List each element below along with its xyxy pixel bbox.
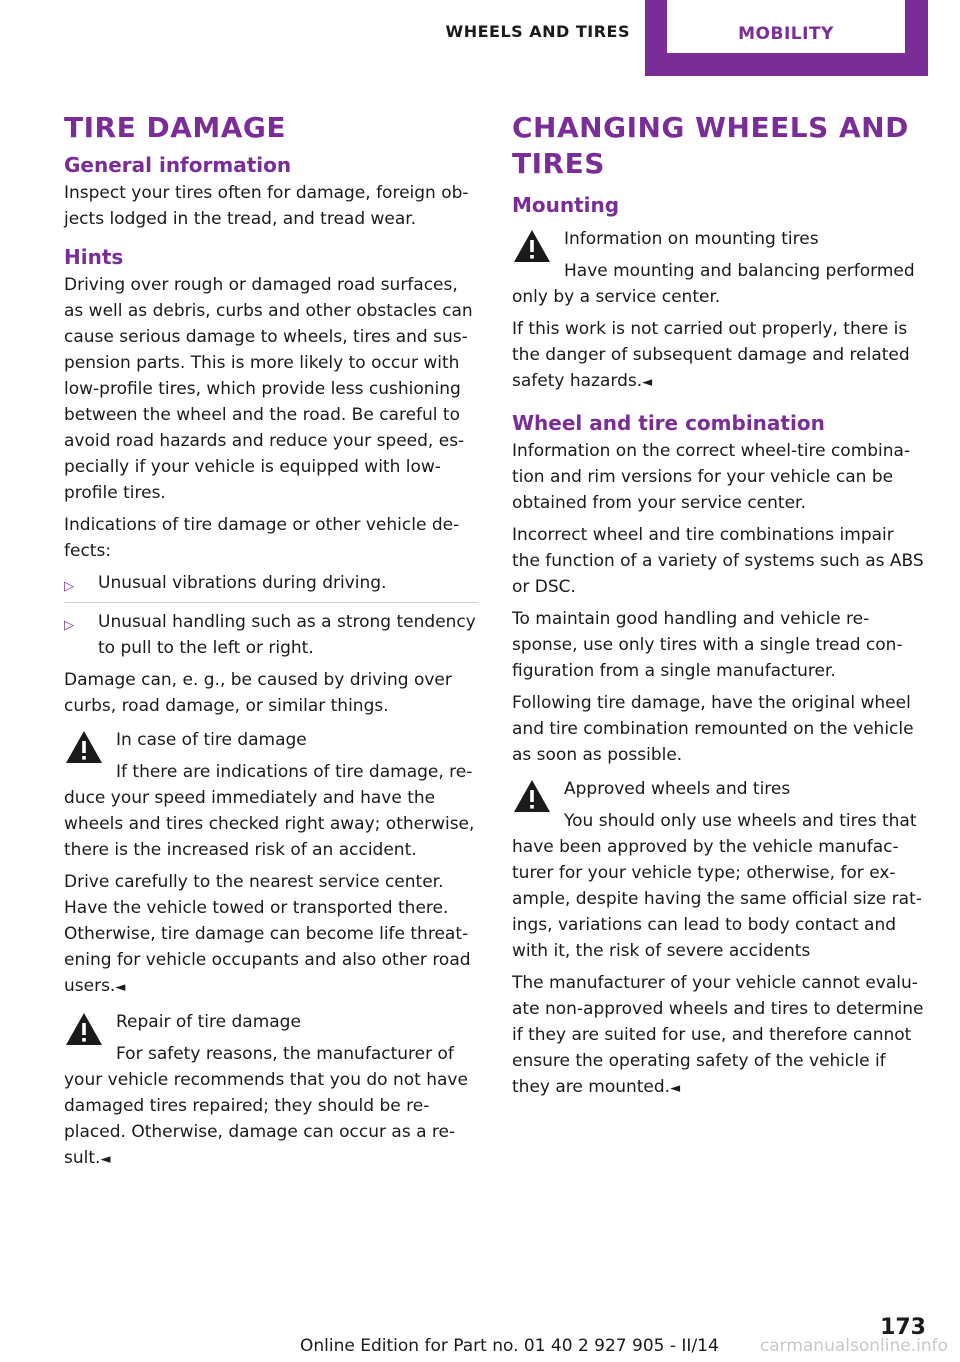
chapter-tab-label: MOBILITY — [738, 24, 834, 44]
warning-icon — [512, 226, 552, 266]
warning-icon — [64, 1009, 104, 1049]
combo-paragraph: Following tire damage, have the original wheel and tire combination remounted on the vehicle as soon as possible. — [512, 693, 914, 765]
bullet-triangle-icon: ▷ — [64, 618, 74, 633]
end-mark-icon: ◄ — [642, 375, 653, 390]
warning-text-continued: The manufacturer of your vehicle cannot evaluate non-approved wheels and tires to determine if they are suited for use, and therefore cannot ensure the operating safety of the vehicle if they are mounted.◄ — [512, 973, 924, 1097]
warning-title: Repair of tire damage — [116, 1012, 301, 1032]
warning-tire-damage — [64, 727, 478, 1001]
warning-approved-wheels — [512, 776, 926, 1102]
combo-paragraph: To maintain good handling and vehicle response, use only tires with a single tread configuration from a single manufacturer. — [512, 609, 903, 681]
hints-paragraph: Driving over rough or damaged road surfaces, as well as debris, curbs and other obstacles can cause serious damage to wheels, tires and suspension parts. This is more likely to occur with low-profile tires, which provide less cushioning between the wheel and the road. Be careful to avoid road hazards and reduce your speed, especially if your vehicle is equipped with low-profile tires. — [64, 275, 473, 503]
end-mark-icon: ◄ — [670, 1081, 681, 1096]
end-mark-icon: ◄ — [100, 1152, 111, 1167]
bullet-triangle-icon: ▷ — [64, 579, 74, 594]
warning-title: In case of tire damage — [116, 730, 307, 750]
subheading-mounting: Mounting — [512, 193, 620, 217]
warning-repair — [64, 1009, 478, 1173]
warning-title: Information on mounting tires — [564, 229, 819, 249]
warning-text: You should only use wheels and tires that have been approved by the vehicle manufacturer for your vehicle type; otherwise, for example, despite having the same official size ratings, variations can lead to body contact and with it, the risk of severe accidents — [512, 811, 922, 961]
section-title-tire-damage: TIRE DAMAGE — [64, 111, 287, 144]
edition-footer: Online Edition for Part no. 01 40 2 927 905 - II/14 — [300, 1336, 719, 1356]
warning-text-continued: Drive carefully to the nearest service center. Have the vehicle towed or transported there. Otherwise, tire damage can become life threatening for vehicle occupants and also other road users.◄ — [64, 872, 471, 996]
general-paragraph: Inspect your tires often for damage, foreign objects lodged in the tread, and tread wear. — [64, 183, 469, 229]
warning-mounting — [512, 226, 926, 396]
warning-text: For safety reasons, the manufacturer of your vehicle recommends that you do not have damaged tires repaired; they should be replaced. Otherwise, damage can occur as a result.◄ — [64, 1044, 468, 1168]
subheading-general-information: General information — [64, 153, 292, 177]
warning-icon — [64, 727, 104, 767]
combo-paragraph: Incorrect wheel and tire combinations impair the function of a variety of systems such as ABS or DSC. — [512, 525, 924, 597]
left-column — [64, 110, 478, 1179]
watermark: carmanualsonline.info — [759, 1336, 948, 1356]
chapter-tab — [645, 0, 928, 76]
combo-paragraph: Information on the correct wheel-tire combination and rim versions for your vehicle can be obtained from your service center. — [512, 441, 911, 513]
subheading-hints: Hints — [64, 245, 124, 269]
subheading-wheel-tire-combination: Wheel and tire combination — [512, 411, 825, 435]
right-column — [512, 110, 926, 1108]
warning-text: Have mounting and balancing performed only by a service center. — [512, 261, 915, 307]
list-item: ▷ Unusual vibrations during driving. — [64, 570, 478, 603]
page-number: 173 — [880, 1315, 926, 1340]
section-title-changing-wheels: CHANGING WHEELS AND TIRES — [512, 111, 909, 180]
warning-title: Approved wheels and tires — [564, 779, 791, 799]
running-header: WHEELS AND TIRES — [445, 22, 630, 41]
indications-list — [64, 570, 478, 661]
warning-text: If there are indications of tire damage, reduce your speed immediately and have the wheels and tires checked right away; otherwise, there is the increased risk of an accident. — [64, 762, 475, 860]
list-item: ▷ Unusual handling such as a strong tendency to pull to the left or right. — [64, 612, 476, 658]
indications-paragraph: Indications of tire damage or other vehicle defects: — [64, 515, 460, 561]
damage-paragraph: Damage can, e. g., be caused by driving over curbs, road damage, or similar things. — [64, 670, 452, 716]
end-mark-icon: ◄ — [115, 980, 126, 995]
warning-text-continued: If this work is not carried out properly, there is the danger of subsequent damage and related safety hazards.◄ — [512, 319, 910, 391]
warning-icon — [512, 776, 552, 816]
